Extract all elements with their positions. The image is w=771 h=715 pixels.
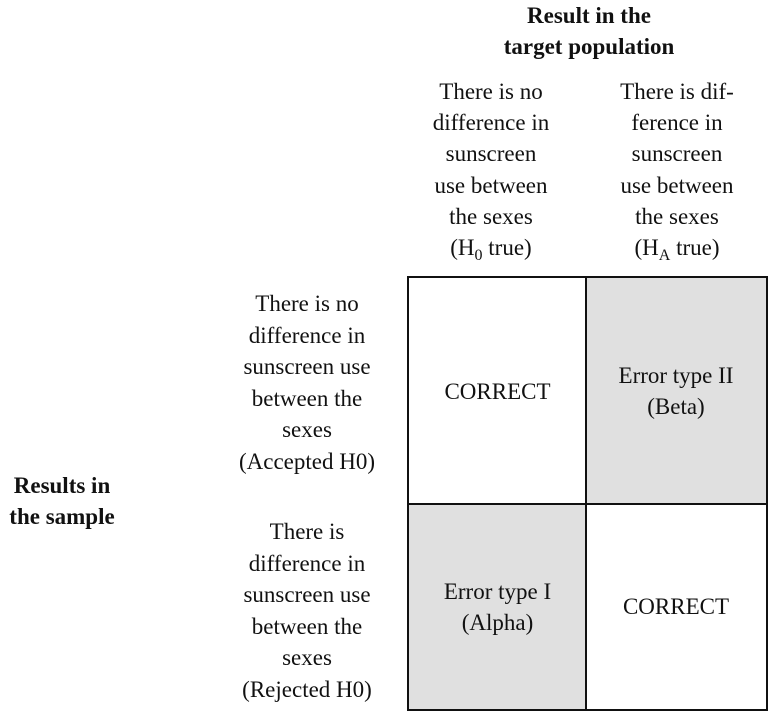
header-line: sexes <box>282 417 332 442</box>
cell-error-type-i <box>409 504 586 709</box>
header-line: (Rejected H0) <box>242 676 372 702</box>
cell-text: CORRECT <box>444 378 551 404</box>
hyp-prefix: (H <box>634 235 659 261</box>
hyp-subscript: A <box>658 247 671 265</box>
column-axis-title-line: target population <box>503 34 675 59</box>
column-axis-title <box>458 0 720 62</box>
grid-divider-vertical <box>585 278 587 709</box>
header-line: the sexes <box>635 203 719 229</box>
row-header-rejected-h0 <box>222 516 392 705</box>
header-line: (Accepted H0) <box>238 448 375 474</box>
cell-error-type-ii <box>586 278 766 504</box>
grid-divider-horizontal <box>409 503 766 505</box>
cell-text: CORRECT <box>622 594 730 619</box>
row-header-accepted-h0 <box>222 288 392 477</box>
cell-correct-reject <box>586 504 766 709</box>
hyp-prefix: (H <box>450 235 475 261</box>
header-line: There is <box>269 519 345 544</box>
cell-correct-accept <box>409 278 586 504</box>
header-line: difference in <box>248 322 366 348</box>
cell-text: Error type II <box>618 363 734 388</box>
header-line: difference in <box>248 550 366 576</box>
header-line: the sexes <box>449 203 533 229</box>
header-line: There is no <box>439 79 543 104</box>
header-line: sunscreen use <box>243 354 371 379</box>
hypothesis-label <box>410 232 572 271</box>
header-line: There is no <box>255 291 359 316</box>
hyp-suffix: true) <box>670 235 720 261</box>
header-line: There is dif- <box>620 79 734 104</box>
header-line: sunscreen <box>631 141 723 167</box>
column-header-ha-true <box>592 76 762 271</box>
header-line: sunscreen <box>445 141 537 167</box>
row-axis-title <box>0 470 124 532</box>
decision-matrix <box>407 276 768 711</box>
header-line: sunscreen use <box>243 582 371 607</box>
hyp-suffix: true) <box>482 235 532 261</box>
hypothesis-label <box>592 232 762 271</box>
row-axis-title-line: Results in <box>13 473 111 498</box>
header-line: sexes <box>282 645 332 670</box>
header-line: between the <box>251 385 363 411</box>
row-axis-title-line: the sample <box>9 504 115 529</box>
column-header-h0-true <box>410 76 572 271</box>
header-line: difference in <box>432 110 550 136</box>
cell-text: Error type I <box>443 578 552 604</box>
header-line: between the <box>251 613 363 639</box>
cell-text: (Alpha) <box>461 609 534 635</box>
header-line: use between <box>620 172 734 198</box>
header-line: use between <box>434 172 548 198</box>
cell-text: (Beta) <box>647 394 705 419</box>
hyp-subscript: 0 <box>474 247 483 265</box>
header-line: ference in <box>631 110 723 136</box>
column-axis-title-line: Result in the <box>527 3 651 28</box>
